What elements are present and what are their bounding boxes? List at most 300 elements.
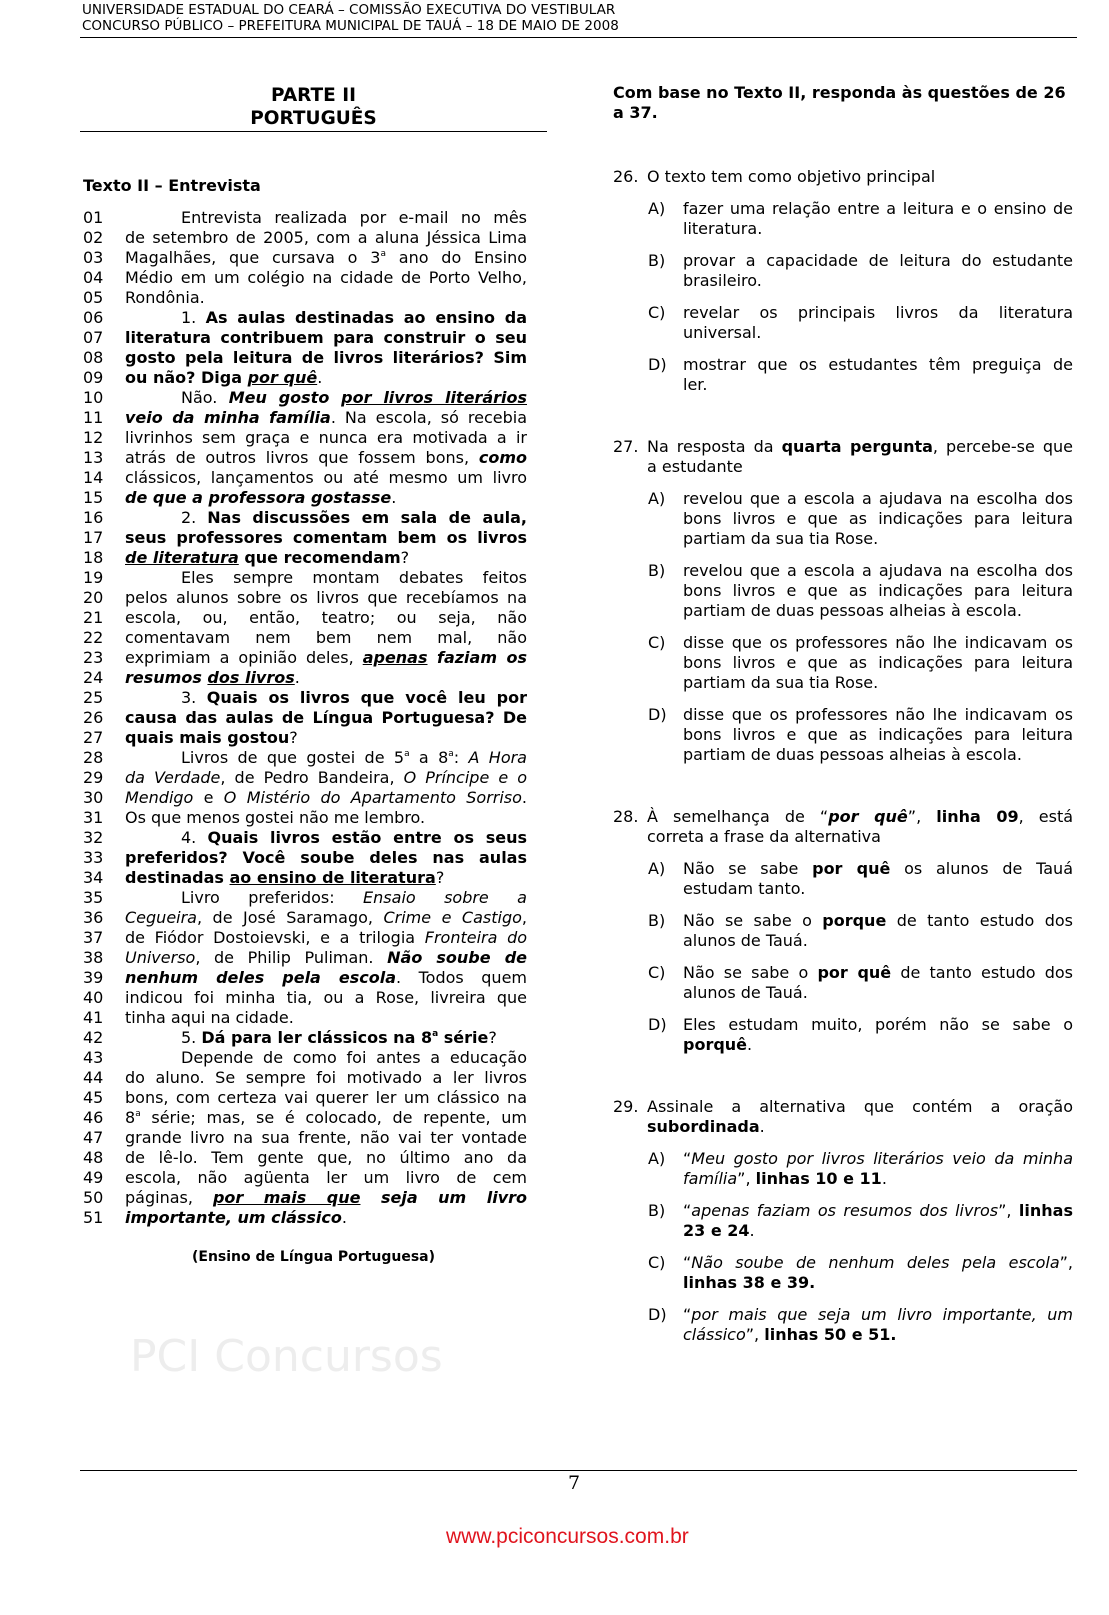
line-number: 07 — [83, 328, 104, 347]
text-run: Fronteira do — [424, 928, 527, 947]
text-line — [647, 827, 1073, 847]
section-title — [80, 84, 547, 130]
option-letter: B) — [648, 561, 666, 580]
question-stem — [613, 1097, 1073, 1137]
line-number: 39 — [83, 968, 104, 987]
option-text — [683, 355, 1073, 395]
text-run: Médio em um colégio na cidade de Porto Velho, — [125, 268, 527, 287]
line-text — [125, 428, 527, 448]
line-number: 30 — [83, 788, 104, 807]
line-number: 08 — [83, 348, 104, 367]
text-line — [83, 648, 527, 668]
text-run: a 8 — [409, 748, 449, 767]
text-run: , de José Saramago, — [196, 908, 384, 927]
text-run: ”, — [745, 1325, 765, 1344]
answer-option[interactable] — [648, 561, 1073, 621]
option-letter: B) — [648, 1201, 666, 1220]
text-run: Meu gosto por livros literários veio da minha — [691, 1149, 1073, 1168]
line-number: 14 — [83, 468, 104, 487]
text-line — [683, 489, 1073, 509]
text-run: a estudante — [647, 457, 743, 476]
line-text — [125, 288, 527, 308]
line-text — [125, 588, 527, 608]
text-run: série — [438, 1028, 489, 1047]
line-text — [125, 268, 527, 288]
text-run: O Príncipe e o — [403, 768, 527, 787]
text-run: bons livros e que as indicações para leitura — [683, 581, 1073, 600]
text-run: faziam os — [427, 648, 527, 667]
text-run: ? — [400, 548, 410, 567]
line-number: 21 — [83, 608, 104, 627]
line-number: 16 — [83, 508, 104, 527]
text-run: por quê — [247, 368, 318, 387]
text-run: provar a capacidade de leitura do estudante — [683, 251, 1073, 270]
text-run: grande livro na sua frente, não vai ter vontade — [125, 1128, 527, 1147]
text-run: subordinada — [647, 1117, 760, 1136]
question-stem — [613, 167, 1073, 187]
text-run: brasileiro. — [683, 271, 762, 290]
option-letter: C) — [648, 963, 666, 982]
answer-option[interactable] — [648, 963, 1073, 1003]
text-run: correta a frase da alternativa — [647, 827, 881, 846]
text-line — [83, 1088, 527, 1108]
text-line — [647, 1117, 1073, 1137]
text-run: por quê — [817, 963, 892, 982]
text-line — [83, 1068, 527, 1088]
text-line — [83, 868, 527, 888]
text-run: Mendigo — [125, 788, 194, 807]
line-text — [125, 1068, 527, 1088]
text-run: . — [341, 1208, 347, 1227]
line-text — [125, 1108, 527, 1128]
text-run: Quais os livros que você leu por — [206, 688, 527, 707]
answer-option[interactable] — [648, 1149, 1073, 1189]
line-number: 19 — [83, 568, 104, 587]
text-run: bons livros e que as indicações para leitura — [683, 725, 1073, 744]
site-link[interactable]: www.pciconcursos.com.br — [446, 1525, 689, 1548]
option-text — [683, 561, 1073, 621]
questions-intro: Com base no Texto II, responda às questões de 26 a 37. — [613, 83, 1066, 122]
line-number: 01 — [83, 208, 104, 227]
text-run: linhas — [1018, 1201, 1073, 1220]
line-text — [125, 1048, 527, 1068]
text-run: , — [521, 908, 527, 927]
text-run: Os que menos gostei não me lembro. — [125, 808, 426, 827]
text-line — [683, 601, 1073, 621]
text-run: As aulas destinadas ao ensino da — [205, 308, 527, 327]
option-text — [683, 859, 1073, 899]
text-run: do aluno. Se sempre foi motivado a ler livros — [125, 1068, 527, 1087]
text-run: . — [881, 1169, 887, 1188]
answer-option[interactable] — [648, 859, 1073, 899]
text-line — [83, 508, 527, 528]
text-line — [83, 268, 527, 288]
text-run: . — [759, 1117, 765, 1136]
line-number: 35 — [83, 888, 104, 907]
text-line — [83, 948, 527, 968]
text-run: Meu gosto — [228, 388, 342, 407]
text-run: . Na escola, só recebia — [330, 408, 527, 427]
line-text — [125, 468, 527, 488]
line-number: 29 — [83, 768, 104, 787]
footer-divider — [80, 1470, 1077, 1471]
text-line — [83, 668, 527, 688]
text-run: “ — [683, 1253, 692, 1272]
text-run: 8 — [125, 1108, 136, 1127]
title-divider — [80, 131, 547, 132]
option-letter: D) — [648, 705, 667, 724]
text-run: seja um livro — [360, 1188, 527, 1207]
text-line — [683, 199, 1073, 219]
line-number: 15 — [83, 488, 104, 507]
line-number: 26 — [83, 708, 104, 727]
text-run: apenas — [362, 648, 428, 667]
line-text — [125, 728, 527, 748]
line-text — [125, 308, 527, 328]
page-header — [82, 2, 619, 34]
text-line — [83, 728, 527, 748]
text-run: partiam de duas pessoas alheias à escola. — [683, 745, 1022, 764]
answer-option[interactable] — [648, 489, 1073, 549]
text-line — [83, 408, 527, 428]
text-run: Livro preferidos: — [181, 888, 364, 907]
text-line — [83, 1028, 527, 1048]
text-line — [83, 488, 527, 508]
part-label: PARTE II — [270, 85, 357, 106]
option-letter: B) — [648, 911, 666, 930]
answer-option[interactable] — [648, 1201, 1073, 1241]
text-run: livrinhos sem graça e nunca era motivada a ir — [125, 428, 527, 447]
text-line — [683, 633, 1073, 653]
text-line — [83, 448, 527, 468]
text-run: . — [294, 668, 300, 687]
text-run: Não se sabe — [683, 859, 813, 878]
text-run: família — [683, 1169, 738, 1188]
text-run: Ensaio sobre a — [363, 888, 527, 907]
text-run: , de Philip Puliman. — [195, 948, 388, 967]
interview-text — [83, 208, 527, 1228]
line-text — [125, 528, 527, 548]
line-text — [125, 608, 527, 628]
text-line — [683, 705, 1073, 725]
line-text — [125, 888, 527, 908]
text-run: porquê — [683, 1035, 748, 1054]
text-run: ler. — [683, 375, 708, 394]
text-line — [647, 167, 1073, 187]
line-number: 05 — [83, 288, 104, 307]
text-line — [683, 1035, 1073, 1055]
line-number: 27 — [83, 728, 104, 747]
option-text — [683, 303, 1073, 343]
text-run: pelos alunos sobre os livros que recebíamos na — [125, 588, 527, 607]
line-number: 25 — [83, 688, 104, 707]
answer-option[interactable] — [648, 911, 1073, 951]
text-run: Não soube de nenhum deles pela escola — [691, 1253, 1060, 1272]
text-run: mostrar que os estudantes têm preguiça de — [683, 355, 1073, 374]
option-letter: C) — [648, 1253, 666, 1272]
line-number: 09 — [83, 368, 104, 387]
text-run: exprimiam a opinião deles, — [125, 648, 363, 667]
text-run: gosto pela leitura de livros literários? Sim — [125, 348, 527, 367]
text-line — [83, 988, 527, 1008]
text-run: “ — [683, 1149, 692, 1168]
line-text — [125, 248, 527, 268]
text-run: por livros literários — [341, 388, 527, 407]
text-run: de Fiódor Dostoievski, e a trilogia — [125, 928, 425, 947]
text-run: 3. — [181, 688, 207, 707]
text-line — [83, 1048, 527, 1068]
text-run: linhas 50 e 51. — [764, 1325, 897, 1344]
line-number: 34 — [83, 868, 104, 887]
option-text — [683, 1149, 1073, 1189]
text-line — [83, 228, 527, 248]
text-line — [683, 251, 1073, 271]
header-line-1: UNIVERSIDADE ESTADUAL DO CEARÁ – COMISSÃO EXECUTIVA DO VESTIBULAR — [82, 2, 616, 18]
text-run: atrás de outros livros que fossem bons, — [125, 448, 479, 467]
line-text — [125, 1008, 527, 1028]
text-run: 1. — [181, 308, 206, 327]
text-run: 4. — [181, 828, 208, 847]
line-text — [125, 768, 527, 788]
option-letter: A) — [648, 859, 666, 878]
text-line — [83, 1148, 527, 1168]
text-run: fazer uma relação entre a leitura e o ensino de — [683, 199, 1073, 218]
text-run: série; mas, se é colocado, de repente, um — [140, 1108, 527, 1127]
text-run: os alunos de Tauá — [890, 859, 1073, 878]
line-text — [125, 808, 527, 828]
text-line — [683, 1305, 1073, 1325]
text-line — [647, 1097, 1073, 1117]
text-run: clássico — [683, 1325, 746, 1344]
text-line — [83, 208, 527, 228]
line-number: 31 — [83, 808, 104, 827]
question — [613, 1097, 1073, 1345]
line-text — [125, 488, 527, 508]
text-run: porque — [822, 911, 887, 930]
text-run: preferidos? Você soube deles nas aulas — [125, 848, 527, 867]
text-run: escola, não agüenta ler um livro de cem — [125, 1168, 527, 1187]
option-text — [683, 963, 1073, 1003]
text-run: Cegueira — [125, 908, 197, 927]
text-line — [83, 328, 527, 348]
line-text — [125, 388, 527, 408]
line-number: 49 — [83, 1168, 104, 1187]
text-line — [683, 1015, 1073, 1035]
text-run: partiam da sua tia Rose. — [683, 673, 879, 692]
text-run: revelou que a escola a ajudava na escolha dos — [683, 561, 1073, 580]
text-line — [683, 1201, 1073, 1221]
answer-option[interactable] — [648, 1015, 1073, 1055]
text-run: quais mais gostou — [125, 728, 290, 747]
text-run: clássicos, lançamentos ou até mesmo um livro — [125, 468, 527, 487]
text-run: Livros de que gostei de 5 — [181, 748, 405, 767]
text-run: indicou foi minha tia, ou a Rose, livreira que — [125, 988, 527, 1007]
line-text — [125, 1188, 527, 1208]
text-line — [83, 848, 527, 868]
line-number: 33 — [83, 848, 104, 867]
text-run: a — [380, 249, 386, 259]
answer-option[interactable] — [648, 303, 1073, 343]
line-text — [125, 548, 527, 568]
text-line — [83, 608, 527, 628]
line-text — [125, 568, 527, 588]
text-line — [83, 308, 527, 328]
text-run: alunos de Tauá. — [683, 931, 808, 950]
answer-option[interactable] — [648, 199, 1073, 239]
text-line — [83, 888, 527, 908]
question-stem — [613, 437, 1073, 477]
text-line — [83, 288, 527, 308]
line-number: 06 — [83, 308, 104, 327]
text-line — [83, 628, 527, 648]
option-letter: A) — [648, 199, 666, 218]
text-line — [83, 588, 527, 608]
text-line — [683, 1221, 1073, 1241]
option-letter: B) — [648, 251, 666, 270]
text-line — [683, 529, 1073, 549]
answer-option[interactable] — [648, 633, 1073, 693]
option-text — [683, 1253, 1073, 1293]
questions-list — [613, 167, 1073, 1387]
text-run: ”, — [737, 1169, 756, 1188]
line-text — [125, 688, 527, 708]
text-run: alunos de Tauá. — [683, 983, 808, 1002]
text-run: O texto tem como objetivo principal — [647, 167, 936, 186]
answer-option[interactable] — [648, 355, 1073, 395]
text-line — [83, 748, 527, 768]
text-run: literatura contribuem para construir o seu — [125, 328, 527, 347]
text-run: e — [193, 788, 224, 807]
text-line — [683, 355, 1073, 375]
text-run: . Todos quem — [396, 968, 527, 987]
text-run: linhas 10 e 11 — [755, 1169, 882, 1188]
text-run: ? — [289, 728, 298, 747]
text-run: ”, — [998, 1201, 1019, 1220]
text-run: ao ensino de literatura — [229, 868, 436, 887]
text-run: estudam tanto. — [683, 879, 806, 898]
text-run: disse que os professores não lhe indicavam os — [683, 633, 1073, 652]
header-line-2: CONCURSO PÚBLICO – PREFEITURA MUNICIPAL DE TAUÁ – 18 DE MAIO DE 2008 — [82, 18, 619, 34]
line-number: 23 — [83, 648, 104, 667]
answer-option[interactable] — [648, 1253, 1073, 1293]
text-run: da Verdade — [125, 768, 221, 787]
text-run: quarta pergunta — [781, 437, 933, 456]
text-run: . — [749, 1221, 755, 1240]
header-divider — [80, 37, 1077, 38]
text-run: de tanto estudo dos — [886, 911, 1073, 930]
text-run: apenas faziam os resumos dos livros — [691, 1201, 999, 1220]
text-run: À semelhança de “ — [647, 807, 829, 826]
text-run: bons, com certeza vai querer ler um clássico na — [125, 1088, 527, 1107]
answer-option[interactable] — [648, 1305, 1073, 1345]
line-text — [125, 1148, 527, 1168]
question — [613, 807, 1073, 1055]
text-run: partiam da sua tia Rose. — [683, 529, 879, 548]
line-text — [125, 948, 527, 968]
line-number: 51 — [83, 1208, 104, 1227]
text-run: páginas, — [125, 1188, 213, 1207]
text-run: por mais que seja um livro importante, um — [691, 1305, 1073, 1324]
text-run: ”, — [1059, 1253, 1073, 1272]
text-line — [683, 1149, 1073, 1169]
line-number: 48 — [83, 1148, 104, 1167]
line-text — [125, 1208, 527, 1228]
option-text — [683, 199, 1073, 239]
text-line — [683, 323, 1073, 343]
text-run: veio da minha família — [125, 408, 331, 427]
text-run: linha 09 — [936, 807, 1019, 826]
text-line — [83, 1108, 527, 1128]
question-number: 29. — [613, 1097, 639, 1116]
question-text — [647, 1097, 1073, 1137]
question — [613, 437, 1073, 765]
text-run: bons livros e que as indicações para leitura — [683, 653, 1073, 672]
text-line — [83, 928, 527, 948]
line-text — [125, 1088, 527, 1108]
line-number: 04 — [83, 268, 104, 287]
text-run: Não se sabe o — [683, 963, 818, 982]
text-run: . — [521, 788, 527, 807]
subject-label: PORTUGUÊS — [250, 108, 377, 129]
text-run: nenhum deles pela escola — [125, 968, 397, 987]
text-run: destinadas — [125, 868, 230, 887]
text-run: por quê — [828, 807, 908, 826]
text-run: literatura. — [683, 219, 763, 238]
line-number: 50 — [83, 1188, 104, 1207]
text-run: Eles sempre montam debates feitos — [181, 568, 527, 587]
text-line — [683, 303, 1073, 323]
line-number: 02 — [83, 228, 104, 247]
text-run: “ — [683, 1201, 692, 1220]
line-text — [125, 748, 527, 768]
line-number: 11 — [83, 408, 104, 427]
text-run: Na resposta da — [647, 437, 782, 456]
line-text — [125, 448, 527, 468]
text-line — [683, 509, 1073, 529]
text-line — [83, 388, 527, 408]
question-stem — [613, 807, 1073, 847]
text-line — [83, 1208, 527, 1228]
text-line — [683, 673, 1073, 693]
text-run: bons livros e que as indicações para leitura — [683, 509, 1073, 528]
line-number: 36 — [83, 908, 104, 927]
text-line — [683, 879, 1073, 899]
text-line — [83, 1168, 527, 1188]
text-run: ? — [435, 868, 445, 887]
line-text — [125, 868, 527, 888]
line-number: 40 — [83, 988, 104, 1007]
text-line — [683, 745, 1073, 765]
text-line — [83, 248, 527, 268]
answer-option[interactable] — [648, 251, 1073, 291]
question-number: 27. — [613, 437, 639, 456]
text-line — [83, 828, 527, 848]
line-number: 44 — [83, 1068, 104, 1087]
text-source: (Ensino de Língua Portuguesa) — [191, 1249, 435, 1265]
line-text — [125, 668, 527, 688]
line-text — [125, 228, 527, 248]
option-text — [683, 911, 1073, 951]
line-text — [125, 828, 527, 848]
question-text — [647, 437, 1073, 477]
answer-option[interactable] — [648, 705, 1073, 765]
option-letter: D) — [648, 1305, 667, 1324]
text-run: seus professores comentam bem os livros — [125, 528, 527, 547]
text-line — [683, 859, 1073, 879]
text-run: Magalhães, que cursava o 3 — [125, 248, 381, 267]
text-run: dos livros — [207, 668, 295, 687]
text-run: Não se sabe o — [683, 911, 823, 930]
